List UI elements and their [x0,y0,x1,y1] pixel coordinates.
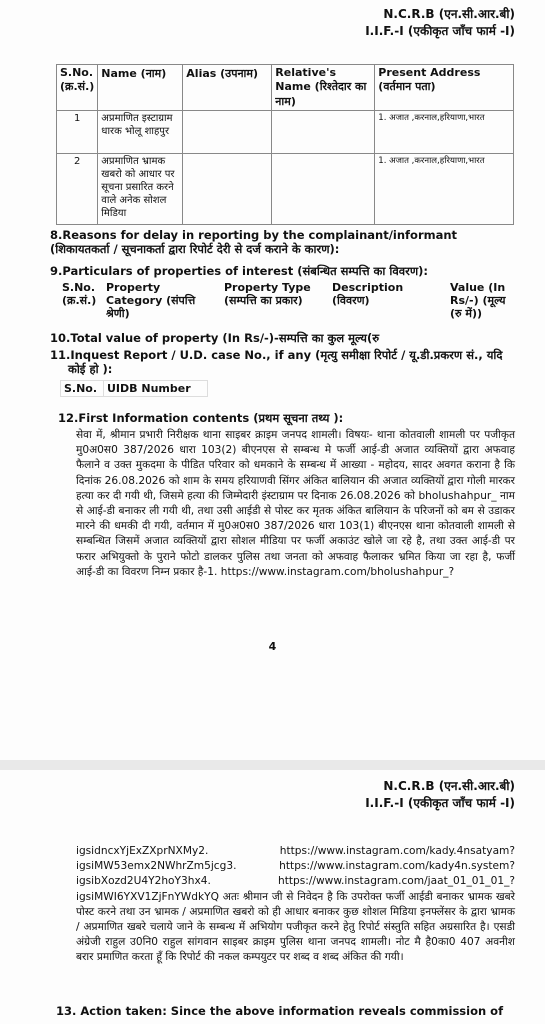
accused-table-header [57,65,514,111]
section-8 [50,228,515,256]
table-row [57,111,514,154]
section-11-title: 11.Inquest Report / U.D. case No., if any (मृत्यु समीक्षा रिपोर्ट / यू.डी.प्रकरण सं., यदि [50,348,503,362]
col-relative: Relative's Name (रिश्तेदार का नाम) [272,65,375,111]
section-12-body-continued: igsidncxYjExZXprNXMy2. https://www.instagram.com/kady.4nsatyam?igsiMW53emx2NWhrZm5jcg3. https://www.instagram.com/kady4n.system?igsibXozd2U4Y2hoY3hx4. https://www.instagram.com/jaat_01_01_01_?igsiMWI6YXV1ZjFnYWdkYQ अतः श्रीमान जी से निवेदन है कि उपरोक्त फर्जी आईडी बनाकर भ्रामक खबरे पोस्ट करने तथा उन भ्रामक / अप्रमाणित खबरो को ही आधार बनाकर कुछ शोशल मिडिया इनफ्लेंसर के द्वारा भ्रामक / अप्रमाणित खबरे चलाये जाने के सम्बन्ध में अभियोग पजीकृत करने हेतु रिपोर्ट संस्तुति सहित अग्रसारित है। एसडी अंग्रेजी राहुल उ0नि0 राहुल सांगवान साइबर क्राइम पुलिस थाना जनपद शामली। नोट मै है0का0 407 अवनीश बरार प्रमाणित करता हूँ कि रिपोर्ट की नकल कम्पयुटर पर शब्द व शब्द अंकित की गयी। [76,845,516,964]
form-header [365,778,515,812]
uidb-table-header [61,381,208,397]
cell-name: अप्रमाणित इस्टाग्राम धारक भोलू शाहपुर [98,111,183,154]
accused-table [56,64,514,225]
cell-relative [272,154,375,225]
cell-address: 1. अजात ,करनाल,हरियाणा,भारत [375,111,514,154]
property-table-header [58,281,514,320]
section-10: 10.Total value of property (In Rs/-)-सम्पत्ति का कुल मूल्य(रु [50,331,380,345]
col-sno: S.No. (क्र.सं.) [62,281,97,307]
header-title: N.C.R.B (एन.सी.आर.बी) [383,7,515,21]
col-name: Name (नाम) [98,65,183,111]
section-12-title: 12.First Information contents (प्रथम सूचना तथ्य ): [58,411,344,425]
section-8-title: 8.Reasons for delay in reporting by the complainant/informant [50,228,458,242]
section-11-subtitle: कोई हो ): [68,362,113,376]
page-number: 4 [268,640,277,653]
header-title: N.C.R.B (एन.सी.आर.बी) [383,779,515,793]
col-property-type: Property Type (सम्पत्ति का प्रकार) [224,281,311,307]
col-sno: S.No. (क्र.सं.) [57,65,98,111]
header-subtitle: I.I.F.-I (एकीकृत जाँच फार्म -I) [365,24,515,38]
col-sno: S.No. [61,381,104,397]
cell-alias [183,154,272,225]
page-gap [0,760,545,770]
cell-name: अप्रमाणित भ्रामक खबरो को आधार पर सूचना प्रसारित करने वाले अनेक सोशल मिडिया [98,154,183,225]
section-8-subtitle: (शिकायतकर्ता / सूचनाकर्ता द्वारा रिपोर्ट देरी से दर्ज कराने के कारण): [50,242,340,256]
header-subtitle: I.I.F.-I (एकीकृत जाँच फार्म -I) [365,796,515,810]
page-2 [0,770,545,1024]
section-12-body: सेवा में, श्रीमान प्रभारी निरीक्षक थाना साइबर क्राइम जनपद शामली। विषयः- थाना कोतवाली शामली पर पजीकृत मु0अ0स0 387/2026 धारा 103(2) बीएनएस से सम्बन्ध मे फर्जी आई-डी अजात व्यक्तियों द्वारा अफवाह फैलाने व उक्त मुकदमा के पीडित परिवार को धमकाने के सम्बन्ध में आख्या - महोदय, सादर अवगत कराना है कि दिनांक 26.08.2026 को शाम के समय हरियाणवी सिंगर अंकित बालियान की अजात व्यक्तियों द्वारा गोली मारकर हत्या कर दी गयी थी, जिसमे हत्या की जिम्मेदारी इंस्टाग्राम पर दिनाक 26.08.2026 को bholushahpur_ नाम से आई-डी बनाकर ली गयी थी, तथा उसी आईडी से पोस्ट कर मृतक अंकित बालियान के परिजनों को बम से उडाकर मारने की धमकी दी गयी, वर्तमान में मु0अ0स0 387/2026 धारा 103(1) बीएनएस थाना कोतवाली शामली से सम्बन्धित जिसमें अजात व्यक्तियों द्वारा सोशल मीडिया पर फर्जी अकाउंट खोले जा रहे है, तथा उक्त आई-डी पर फरार अभियुक्तो के पुराने फोटो डालकर पुलिस तथा जनता को अफवाह फैलाकर भ्रमित किया जा रहा है, फर्जी आई-डी का विवरण निम्न प्रकार है-1. https://www.instagram.com/bholushahpur_? [76,429,515,578]
table-row [57,154,514,225]
col-description: Description (विवरण) [332,281,404,307]
cell-sno: 2 [57,154,98,225]
col-uidb-number: UIDB Number [104,381,208,397]
cell-alias [183,111,272,154]
cell-address: 1. अजात ,करनाल,हरियाणा,भारत [375,154,514,225]
col-address: Present Address (वर्तमान पता) [375,65,514,111]
property-table [58,281,514,320]
uidb-table [60,380,208,397]
cell-relative [272,111,375,154]
col-alias: Alias (उपनाम) [183,65,272,111]
section-9-title: 9.Particulars of properties of interest (संबन्धित सम्पत्ति का विवरण): [50,264,428,278]
col-value: Value (In Rs/-) (मूल्य (रु में)) [450,281,506,320]
col-property-category: Property Category (संपत्ति श्रेणी) [106,281,196,320]
section-13: 13. Action taken: Since the above information reveals commission of [56,1004,504,1018]
section-11 [50,348,515,376]
form-header [365,6,515,40]
cell-sno: 1 [57,111,98,154]
